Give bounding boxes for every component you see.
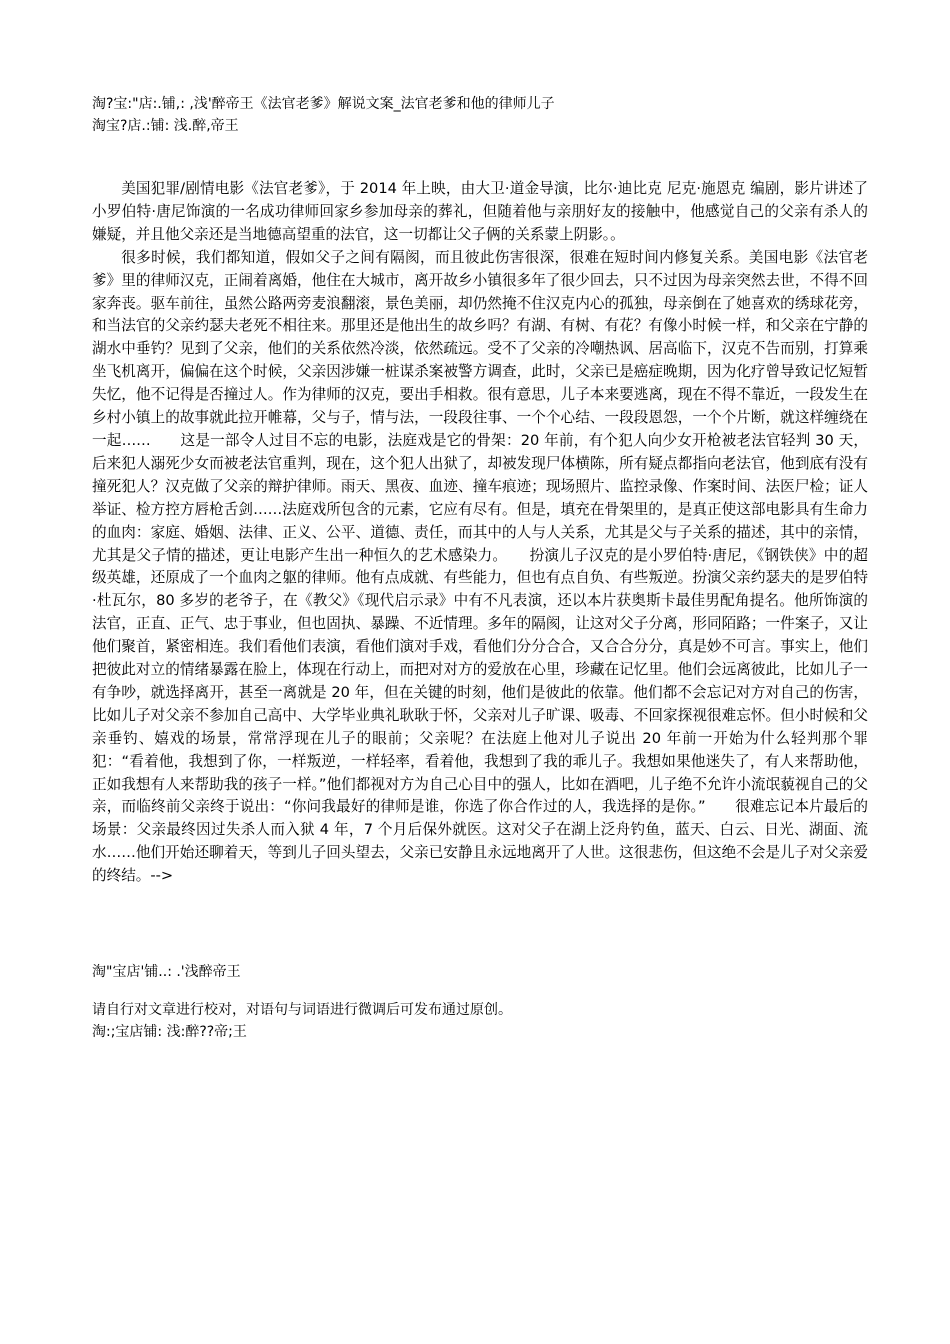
- document-title: 淘?宝:"店:.铺,: ,浅'醉帝王《法官老爹》解说文案_法官老爹和他的律师儿子: [92, 96, 555, 112]
- shop-attribution: 淘宝?店.:铺: 浅.醉,帝王: [92, 118, 239, 134]
- shop-attribution-footer: 淘"宝店'铺..: .'浅醉帝王: [92, 964, 241, 980]
- article-paragraph-main: 很多时候，我们都知道，假如父子之间有隔阂，而且彼此伤害很深，很难在短时间内修复关系。美国电影《法官老爹》里的律师汉克，正闹着离婚，他住在大城市，离开故乡小镇很多年了很少回去，只不过因为母亲突然去世，不得不回家奔丧。驱车前往，虽然公路两旁麦浪翻滚，景色美丽，却仍然掩不住汉克内心的孤独，母亲倒在了她喜欢的绣球花旁，和当法官的父亲约瑟夫老死不相往来。那里还是他出生的故乡吗？有湖、有树、有花？有像小时候一样，和父亲在宁静的湖水中垂钓？见到了父亲，他们的关系依然冷淡，依然疏远。受不了父亲的冷嘲热讽、居高临下，汉克不告而别，打算乘坐飞机离开，偏偏在这个时候，父亲因涉嫌一桩谋杀案被警方调查，此时，父亲已是癌症晚期，因为化疗曾导致记忆短暂失忆，他不记得是否撞过人。作为律师的汉克，要出手相救。很有意思，儿子本来要逃离，现在不得不靠近，一段发生在乡村小镇上的故事就此拉开帷幕，父与子，情与法，一段段往事、一个个心结、一段段恩怨，一个个片断，就这样缠绕在一起…… 这是一部令人过目不忘的电影，法庭戏是它的骨架：20 年前，有个犯人向少女开枪被老法官轻判 30 天，后来犯人溺死少女而被老法官重判，现在，这个犯人出狱了，却被发现尸体横陈，所有疑点都指向老法官，他到底有没有撞死犯人？汉克做了父亲的辩护律师。雨天、黑夜、血迹、撞车痕迹；现场照片、监控录像、作案时间、法医尸检；证人举证、检方控方唇枪舌剑……法庭戏所包含的元素，它应有尽有。但是，填充在骨架里的，是真正使这部电影具有生命力的血肉：家庭、婚姻、法律、正义、公平、道德、责任，而其中的人与人关系，尤其是父与子关系的描述，其中的亲情，尤其是父子情的描述，更让电影产生出一种恒久的艺术感染力。 扮演儿子汉克的是小罗伯特·唐尼，《钢铁侠》中的超级英雄，还原成了一个血肉之躯的律师。他有点成就、有些能力，但也有点自负、有些叛逆。扮演父亲约瑟夫的是罗伯特·杜瓦尔，80 多岁的老爷子，在《教父》《现代启示录》中有不凡表演，还以本片获奥斯卡最佳男配角提名。他所饰演的法官，正直、正气、忠于事业，但也固执、暴躁、不近情理。多年的隔阂，让这对父子分离，形同陌路；一件案子，又让他们聚首，紧密相连。我们看他们表演，看他们演对手戏，看他们分分合合，又合合分分，真是妙不可言。事实上，他们把彼此对立的情绪暴露在脸上，体现在行动上，而把对对方的爱放在心里，珍藏在记忆里。他们会远离彼此，比如儿子一有争吵，就选择离开，甚至一离就是 20 年，但在关键的时刻，他们是彼此的依靠。他们都不会忘记对方对自己的伤害，比如儿子对父亲不参加自己高中、大学毕业典礼耿耿于怀，父亲对儿子旷课、吸毒、不回家探视很难忘怀。但小时候和父亲垂钓、嬉戏的场景，常常浮现在儿子的眼前；父亲呢？在法庭上他对儿子说出 20 年前一开始为什么轻判那个罪犯：“看着他，我想到了你，一样叛逆，一样轻率，看着他，我想到了我的乖儿子。我想如果他迷失了，有人来帮助他，正如我想有人来帮助我的孩子一样。”他们都视对方为自己心目中的强人，比如在酒吧，儿子绝不允许小流氓藐视自己的父亲，而临终前父亲终于说出：“你问我最好的律师是谁，你选了你合作过的人，我选择的是你。” 很难忘记本片最后的场景：父亲最终因过失杀人而入狱 4 年，7 个月后保外就医。这对父子在湖上泛舟钓鱼，蓝天、白云、日光、湖面、流水……他们开始还聊着天，等到儿子回头望去，父亲已安静且永远地离开了人世。这很悲伤，但这绝不会是儿子对父亲爱的终结。-->: [92, 248, 868, 885]
- article-body: [92, 178, 868, 888]
- article-paragraph-intro: 美国犯罪/剧情电影《法官老爹》，于 2014 年上映，由大卫·道金导演，比尔·迪比克 尼克·施恩克 编剧，影片讲述了小罗伯特·唐尼饰演的一名成功律师回家乡参加母亲的葬礼，但随着他与亲朋好友的接触中，他感觉自己的父亲有杀人的嫌疑，并且他父亲还是当地德高望重的法官，这一切都让父子俩的关系蒙上阴影。。: [92, 180, 868, 243]
- shop-attribution-end: 淘:;宝店铺: 浅:醉??帝;王: [92, 1024, 247, 1040]
- proofreading-notice: 请自行对文章进行校对，对语句与词语进行微调后可发布通过原创。: [92, 1002, 512, 1018]
